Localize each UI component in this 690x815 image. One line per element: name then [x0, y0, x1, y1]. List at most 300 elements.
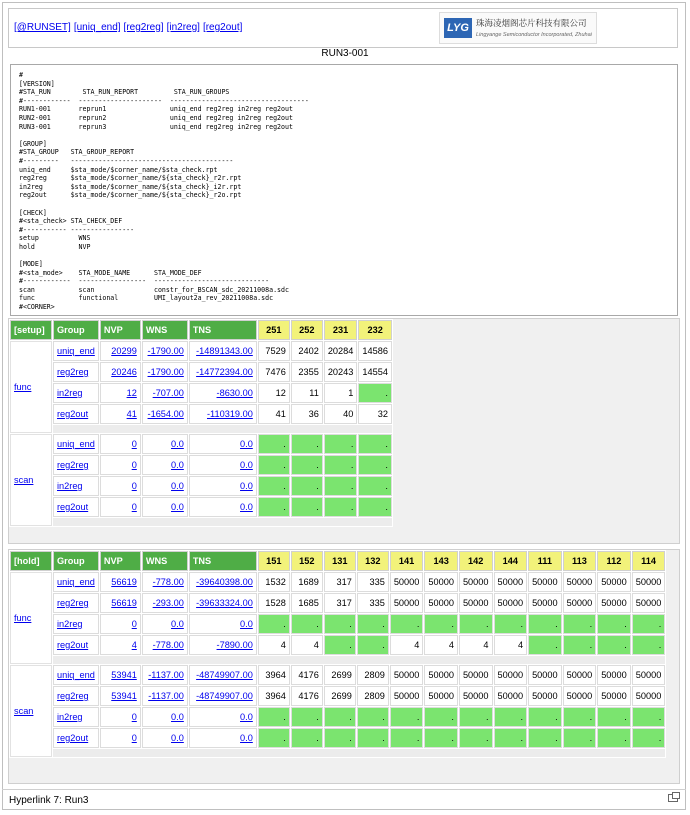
group-link[interactable]: in2reg	[57, 619, 83, 629]
wns-link[interactable]: -293.00	[152, 598, 184, 608]
nvp-link[interactable]: 0	[131, 481, 137, 491]
nvp-link[interactable]: 41	[126, 409, 137, 419]
check-type-header: [hold]	[10, 551, 52, 571]
tns-link[interactable]: -39633324.00	[196, 598, 253, 608]
corner-header: 252	[291, 320, 323, 340]
table-row	[10, 455, 392, 475]
mode-separator-row	[10, 656, 665, 664]
column-header-wns: WNS	[142, 551, 188, 571]
mode-link-func[interactable]: func	[14, 613, 32, 623]
corner-value-cell: .	[424, 707, 458, 727]
group-link[interactable]: uniq_end	[57, 439, 95, 449]
corner-header: 114	[632, 551, 666, 571]
logo-mark: LYG	[444, 18, 472, 38]
corner-header: 143	[424, 551, 458, 571]
nvp-link[interactable]: 0	[131, 733, 137, 743]
status-bar	[2, 789, 686, 810]
nvp-link[interactable]: 0	[131, 712, 137, 722]
column-header-tns: TNS	[189, 320, 257, 340]
wns-cell	[142, 455, 188, 475]
setup-results-panel	[8, 318, 680, 544]
wns-link[interactable]: 0.0	[171, 481, 184, 491]
corner-value-cell: .	[597, 707, 631, 727]
group-link[interactable]: reg2reg	[57, 460, 89, 470]
corner-value-cell: 50000	[597, 572, 631, 592]
logo-chinese-name: 珠海凌烟阁芯片科技有限公司	[476, 19, 587, 29]
nvp-cell	[100, 707, 141, 727]
corner-value-cell: 14554	[358, 362, 392, 382]
tns-cell	[189, 707, 257, 727]
group-link[interactable]: uniq_end	[57, 346, 95, 356]
corner-value-cell: 50000	[632, 593, 666, 613]
table-row	[10, 707, 665, 727]
table-row	[10, 635, 665, 655]
column-header-nvp: NVP	[100, 320, 141, 340]
group-link[interactable]: reg2out	[57, 640, 89, 650]
tns-cell	[189, 404, 257, 424]
corner-value-cell: 50000	[563, 686, 597, 706]
corner-value-cell: 50000	[632, 665, 666, 685]
nvp-cell	[100, 383, 141, 403]
nvp-cell	[100, 635, 141, 655]
tns-link[interactable]: 0.0	[240, 502, 253, 512]
corner-value-cell: 50000	[390, 572, 424, 592]
corner-value-cell: .	[324, 434, 358, 454]
group-cell	[53, 728, 99, 748]
corner-value-cell: .	[358, 434, 392, 454]
corner-value-cell: .	[258, 476, 290, 496]
corner-value-cell: 50000	[494, 572, 528, 592]
wns-link[interactable]: -778.00	[152, 577, 184, 587]
wns-cell	[142, 593, 188, 613]
corner-value-cell: .	[528, 614, 562, 634]
table-row	[10, 476, 392, 496]
corner-value-cell: .	[258, 434, 290, 454]
corner-value-cell: 1532	[258, 572, 290, 592]
tns-link[interactable]: -7890.00	[216, 640, 253, 650]
tns-link[interactable]: -14891343.00	[196, 346, 253, 356]
nvp-link[interactable]: 0	[131, 619, 137, 629]
corner-value-cell: 7476	[258, 362, 290, 382]
mode-link-scan[interactable]: scan	[14, 475, 34, 485]
tns-link[interactable]: 0.0	[240, 712, 253, 722]
corner-value-cell: 50000	[459, 665, 493, 685]
mode-cell	[10, 341, 52, 433]
tns-link[interactable]: -14772394.00	[196, 367, 253, 377]
corner-value-cell: 11	[291, 383, 323, 403]
corner-value-cell: .	[357, 728, 389, 748]
corner-value-cell: .	[324, 614, 356, 634]
hold-results-table	[9, 550, 666, 758]
corner-value-cell: 4	[424, 635, 458, 655]
corner-value-cell: 50000	[390, 593, 424, 613]
tns-link[interactable]: 0.0	[240, 439, 253, 449]
nvp-cell	[100, 434, 141, 454]
group-link[interactable]: uniq_end	[57, 577, 95, 587]
corner-value-cell: 32	[358, 404, 392, 424]
corner-value-cell: .	[324, 497, 358, 517]
group-cell	[53, 593, 99, 613]
corner-value-cell: .	[563, 635, 597, 655]
corner-value-cell: 1528	[258, 593, 290, 613]
corner-header: 132	[357, 551, 389, 571]
corner-value-cell: 50000	[424, 593, 458, 613]
corner-value-cell: 335	[357, 593, 389, 613]
wns-link[interactable]: 0.0	[171, 439, 184, 449]
corner-value-cell: .	[324, 455, 358, 475]
corner-value-cell: .	[597, 614, 631, 634]
wns-cell	[142, 383, 188, 403]
nvp-cell	[100, 497, 141, 517]
corner-header: 151	[258, 551, 290, 571]
wns-link[interactable]: -1137.00	[148, 670, 184, 680]
corner-value-cell: .	[358, 383, 392, 403]
mode-separator	[53, 518, 392, 526]
table-row	[10, 686, 665, 706]
nvp-cell	[100, 455, 141, 475]
corner-value-cell: .	[459, 728, 493, 748]
corner-value-cell: .	[291, 455, 323, 475]
corner-value-cell: 4176	[291, 665, 323, 685]
tns-link[interactable]: -8630.00	[216, 388, 253, 398]
corner-value-cell: 4	[258, 635, 290, 655]
corner-value-cell: .	[357, 707, 389, 727]
group-link[interactable]: in2reg	[57, 481, 83, 491]
wns-cell	[142, 341, 188, 361]
nvp-cell	[100, 341, 141, 361]
wns-link[interactable]: 0.0	[171, 619, 184, 629]
mode-separator	[53, 749, 665, 757]
nvp-cell	[100, 476, 141, 496]
corner-header: 111	[528, 551, 562, 571]
corner-value-cell: .	[390, 614, 424, 634]
corner-value-cell: 3964	[258, 686, 290, 706]
corner-value-cell: 4176	[291, 686, 323, 706]
wns-link[interactable]: -1790.00	[147, 367, 184, 377]
group-link[interactable]: in2reg	[57, 388, 83, 398]
corner-value-cell: 50000	[424, 665, 458, 685]
corner-value-cell: .	[528, 707, 562, 727]
nvp-cell	[100, 665, 141, 685]
corner-value-cell: .	[358, 497, 392, 517]
corner-value-cell: .	[324, 476, 358, 496]
corner-value-cell: .	[258, 497, 290, 517]
corner-value-cell: .	[528, 635, 562, 655]
corner-value-cell: .	[424, 614, 458, 634]
group-cell	[53, 686, 99, 706]
corner-value-cell: 50000	[528, 665, 562, 685]
corner-value-cell: .	[597, 728, 631, 748]
corner-value-cell: .	[357, 614, 389, 634]
corner-value-cell: .	[459, 707, 493, 727]
corner-value-cell: 2809	[357, 686, 389, 706]
corner-value-cell: .	[390, 707, 424, 727]
corner-value-cell: 50000	[390, 686, 424, 706]
wns-cell	[142, 362, 188, 382]
corner-value-cell: 1685	[291, 593, 323, 613]
nvp-cell	[100, 686, 141, 706]
nvp-link[interactable]: 12	[126, 388, 137, 398]
nvp-link[interactable]: 56619	[111, 577, 137, 587]
corner-value-cell: 2402	[291, 341, 323, 361]
corner-header: 144	[494, 551, 528, 571]
wns-cell	[142, 728, 188, 748]
wns-cell	[142, 707, 188, 727]
tns-link[interactable]: -110319.00	[207, 409, 253, 419]
corner-value-cell: 20284	[324, 341, 358, 361]
wns-link[interactable]: 0.0	[171, 712, 184, 722]
corner-value-cell: 50000	[459, 686, 493, 706]
config-text-box	[10, 64, 678, 316]
tns-link[interactable]: -48749907.00	[196, 691, 253, 701]
logo-english-name: Lingyange Semiconductor Incorporated, Zhuhai	[476, 32, 592, 38]
group-link[interactable]: reg2reg	[57, 598, 89, 608]
nvp-cell	[100, 404, 141, 424]
corner-value-cell: 50000	[563, 572, 597, 592]
corner-value-cell: 50000	[632, 572, 666, 592]
hold-results-panel	[8, 549, 680, 784]
corner-header: 232	[358, 320, 392, 340]
mode-separator	[53, 656, 665, 664]
table-row	[10, 665, 665, 685]
corner-value-cell: 4	[494, 635, 528, 655]
nvp-link[interactable]: 53941	[111, 670, 137, 680]
check-type-header: [setup]	[10, 320, 52, 340]
group-cell	[53, 341, 99, 361]
group-link[interactable]: reg2out	[57, 502, 89, 512]
group-link[interactable]: reg2out	[57, 409, 89, 419]
setup-results-table	[9, 319, 393, 527]
reg2reg-link[interactable]: [reg2reg]	[123, 22, 164, 33]
corner-value-cell: 12	[258, 383, 290, 403]
table-row	[10, 572, 665, 592]
group-cell	[53, 434, 99, 454]
corner-value-cell: .	[494, 728, 528, 748]
corner-value-cell: .	[358, 476, 392, 496]
corner-value-cell: 50000	[459, 572, 493, 592]
nvp-link[interactable]: 4	[131, 640, 137, 650]
corner-value-cell: .	[632, 707, 666, 727]
group-cell	[53, 383, 99, 403]
corner-value-cell: 50000	[424, 572, 458, 592]
group-link[interactable]: reg2out	[57, 733, 89, 743]
tns-link[interactable]: 0.0	[240, 619, 253, 629]
corner-value-cell: .	[324, 707, 356, 727]
group-link[interactable]: uniq_end	[57, 670, 95, 680]
corner-value-cell: .	[291, 476, 323, 496]
corner-value-cell: 50000	[459, 593, 493, 613]
tns-cell	[189, 635, 257, 655]
corner-header: 152	[291, 551, 323, 571]
tns-link[interactable]: -48749907.00	[196, 670, 253, 680]
group-link[interactable]: reg2reg	[57, 367, 89, 377]
corner-value-cell: .	[563, 614, 597, 634]
table-row	[10, 728, 665, 748]
corner-value-cell: .	[358, 455, 392, 475]
corner-header: 141	[390, 551, 424, 571]
runset-link[interactable]: [@RUNSET]	[14, 22, 71, 33]
group-cell	[53, 707, 99, 727]
nvp-link[interactable]: 0	[131, 439, 137, 449]
tns-link[interactable]: -39640398.00	[196, 577, 253, 587]
wns-cell	[142, 434, 188, 454]
tns-cell	[189, 383, 257, 403]
status-text: Hyperlink 7: Run3	[9, 795, 89, 806]
mode-cell	[10, 572, 52, 664]
tns-cell	[189, 476, 257, 496]
corner-value-cell: .	[258, 614, 290, 634]
wns-cell	[142, 497, 188, 517]
table-row	[10, 404, 392, 424]
wns-link[interactable]: -707.00	[152, 388, 184, 398]
corner-value-cell: 317	[324, 572, 356, 592]
wns-cell	[142, 686, 188, 706]
tns-cell	[189, 572, 257, 592]
corner-value-cell: .	[632, 728, 666, 748]
corner-value-cell: .	[494, 614, 528, 634]
corner-value-cell: .	[291, 707, 323, 727]
table-row	[10, 434, 392, 454]
group-cell	[53, 614, 99, 634]
corner-value-cell: 2699	[324, 665, 356, 685]
wns-link[interactable]: -778.00	[152, 640, 184, 650]
table-row	[10, 593, 665, 613]
group-cell	[53, 362, 99, 382]
wns-link[interactable]: -1790.00	[147, 346, 184, 356]
mode-separator-row	[10, 749, 665, 757]
corner-value-cell: 14586	[358, 341, 392, 361]
tns-link[interactable]: 0.0	[240, 460, 253, 470]
group-link[interactable]: reg2reg	[57, 691, 89, 701]
corner-value-cell: .	[597, 635, 631, 655]
wns-cell	[142, 404, 188, 424]
corner-value-cell: .	[258, 728, 290, 748]
column-header-tns: TNS	[189, 551, 257, 571]
mode-separator-row	[10, 518, 392, 526]
wns-cell	[142, 635, 188, 655]
tns-link[interactable]: 0.0	[240, 481, 253, 491]
corner-value-cell: 50000	[597, 686, 631, 706]
corner-value-cell: 50000	[390, 665, 424, 685]
corner-header: 142	[459, 551, 493, 571]
corner-value-cell: 50000	[528, 593, 562, 613]
corner-value-cell: .	[291, 728, 323, 748]
header-row	[10, 551, 665, 571]
corner-value-cell: 4	[390, 635, 424, 655]
tns-cell	[189, 665, 257, 685]
nvp-link[interactable]: 53941	[111, 691, 137, 701]
corner-value-cell: .	[632, 635, 666, 655]
corner-value-cell: .	[258, 455, 290, 475]
corner-value-cell: 50000	[597, 665, 631, 685]
wns-link[interactable]: 0.0	[171, 733, 184, 743]
corner-value-cell: 4	[291, 635, 323, 655]
wns-cell	[142, 665, 188, 685]
table-row	[10, 614, 665, 634]
nvp-cell	[100, 728, 141, 748]
corner-header: 113	[563, 551, 597, 571]
table-row	[10, 341, 392, 361]
top-navigation-bar	[8, 8, 678, 48]
nvp-link[interactable]: 20246	[111, 367, 137, 377]
nvp-cell	[100, 614, 141, 634]
group-cell	[53, 572, 99, 592]
corner-header: 131	[324, 551, 356, 571]
run-title: RUN3-001	[321, 48, 369, 59]
mode-separator	[53, 425, 392, 433]
corner-value-cell: .	[563, 707, 597, 727]
corner-value-cell: 4	[459, 635, 493, 655]
nvp-link[interactable]: 56619	[111, 598, 137, 608]
wns-link[interactable]: 0.0	[171, 502, 184, 512]
corner-value-cell: .	[424, 728, 458, 748]
corner-value-cell: 7529	[258, 341, 290, 361]
mode-link-scan[interactable]: scan	[14, 706, 34, 716]
header-row	[10, 320, 392, 340]
corner-value-cell: 2809	[357, 665, 389, 685]
wns-cell	[142, 476, 188, 496]
corner-value-cell: .	[632, 614, 666, 634]
corner-value-cell: 1	[324, 383, 358, 403]
corner-value-cell: 41	[258, 404, 290, 424]
corner-value-cell: 40	[324, 404, 358, 424]
tns-cell	[189, 614, 257, 634]
corner-value-cell: .	[324, 635, 356, 655]
wns-link[interactable]: -1137.00	[148, 691, 184, 701]
wns-link[interactable]: 0.0	[171, 460, 184, 470]
wns-cell	[142, 572, 188, 592]
corner-value-cell: 50000	[632, 686, 666, 706]
column-header-nvp: NVP	[100, 551, 141, 571]
uniq-end-link[interactable]: [uniq_end]	[73, 22, 121, 33]
tns-cell	[189, 497, 257, 517]
mode-link-func[interactable]: func	[14, 382, 32, 392]
nvp-link[interactable]: 0	[131, 502, 137, 512]
restore-window-icon[interactable]	[668, 794, 678, 802]
corner-value-cell: .	[291, 434, 323, 454]
group-cell	[53, 404, 99, 424]
corner-value-cell: 20243	[324, 362, 358, 382]
corner-value-cell: .	[459, 614, 493, 634]
corner-value-cell: .	[390, 728, 424, 748]
reg2out-link[interactable]: [reg2out]	[202, 22, 243, 33]
corner-value-cell: 1689	[291, 572, 323, 592]
in2reg-link[interactable]: [in2reg]	[166, 22, 200, 33]
nvp-link[interactable]: 20299	[111, 346, 137, 356]
corner-value-cell: .	[291, 614, 323, 634]
mode-cell	[10, 665, 52, 757]
corner-value-cell: .	[258, 707, 290, 727]
tns-cell	[189, 434, 257, 454]
corner-value-cell: 50000	[494, 593, 528, 613]
group-link[interactable]: in2reg	[57, 712, 83, 722]
tns-cell	[189, 455, 257, 475]
corner-value-cell: .	[563, 728, 597, 748]
corner-header: 231	[324, 320, 358, 340]
tns-link[interactable]: 0.0	[240, 733, 253, 743]
nvp-link[interactable]: 0	[131, 460, 137, 470]
corner-value-cell: .	[291, 497, 323, 517]
nvp-cell	[100, 593, 141, 613]
tns-cell	[189, 686, 257, 706]
corner-value-cell: 335	[357, 572, 389, 592]
corner-value-cell: 50000	[494, 665, 528, 685]
table-row	[10, 383, 392, 403]
company-logo	[439, 12, 597, 44]
column-header-group: Group	[53, 551, 99, 571]
corner-value-cell: .	[494, 707, 528, 727]
wns-link[interactable]: -1654.00	[147, 409, 184, 419]
